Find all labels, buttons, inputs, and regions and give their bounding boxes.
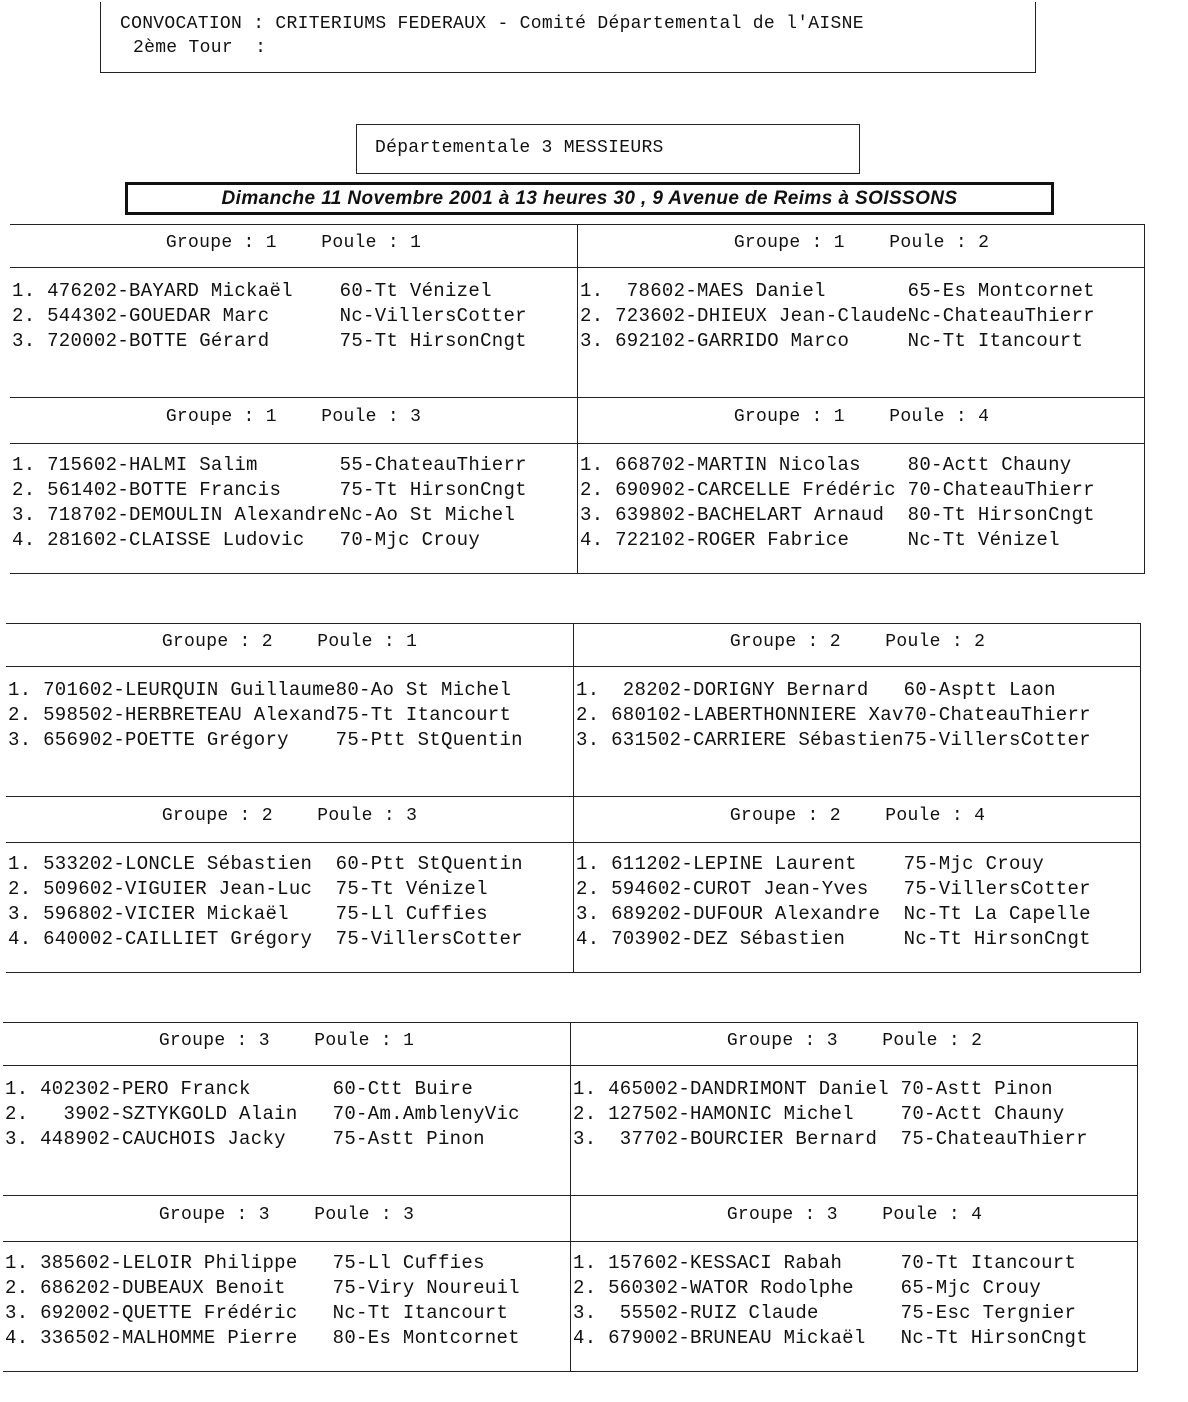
player-row: 2. 680102-LABERTHONNIERE Xav70-ChateauThierr xyxy=(576,704,1091,726)
poule-section xyxy=(574,624,1141,796)
player-list xyxy=(5,1077,520,1152)
player-row: 1. 533202-LONCLE Sébastien 60-Ptt StQuentin xyxy=(8,853,523,875)
convocation-header-box xyxy=(100,2,1036,73)
player-row: 2. 561402-BOTTE Francis 75-Tt HirsonCngt xyxy=(12,479,527,501)
poule-title: Groupe : 1 Poule : 3 xyxy=(165,407,422,427)
player-list xyxy=(580,453,1095,553)
poule-title: Groupe : 1 Poule : 4 xyxy=(733,407,990,427)
poule-title: Groupe : 2 Poule : 2 xyxy=(729,632,986,652)
rule-line xyxy=(6,796,1141,797)
player-row: 4. 336502-MALHOMME Pierre 80-Es Montcornet xyxy=(5,1327,520,1349)
player-row: 1. 611202-LEPINE Laurent 75-Mjc Crouy xyxy=(576,853,1045,875)
poule-section xyxy=(3,1197,570,1369)
player-row: 3. 448902-CAUCHOIS Jacky 75-Astt Pinon xyxy=(5,1128,485,1150)
poule-section xyxy=(6,798,573,970)
player-row: 4. 722102-ROGER Fabrice Nc-Tt Vénizel xyxy=(580,529,1060,551)
player-row: 2. 690902-CARCELLE Frédéric 70-ChateauThierr xyxy=(580,479,1095,501)
player-row: 4. 281602-CLAISSE Ludovic 70-Mjc Crouy xyxy=(12,529,481,551)
poule-title: Groupe : 2 Poule : 3 xyxy=(161,806,418,826)
poule-section xyxy=(10,225,577,397)
player-list xyxy=(580,279,1095,354)
player-row: 3. 692102-GARRIDO Marco Nc-Tt Itancourt xyxy=(580,330,1084,352)
poule-section xyxy=(571,1197,1138,1369)
poule-title: Groupe : 1 Poule : 1 xyxy=(165,233,422,253)
player-row: 3. 656902-POETTE Grégory 75-Ptt StQuentin xyxy=(8,729,523,751)
player-row: 2. 544302-GOUEDAR Marc Nc-VillersCotter xyxy=(12,305,527,327)
player-list xyxy=(12,279,527,354)
player-list xyxy=(8,678,523,753)
poule-section xyxy=(3,1023,570,1195)
player-row: 3. 689202-DUFOUR Alexandre Nc-Tt La Capelle xyxy=(576,903,1091,925)
player-row: 3. 718702-DEMOULIN AlexandreNc-Ao St Michel xyxy=(12,504,516,526)
player-row: 2. 686202-DUBEAUX Benoit 75-Viry Noureuil xyxy=(5,1277,520,1299)
player-row: 3. 596802-VICIER Mickaël 75-Ll Cuffies xyxy=(8,903,488,925)
poule-title: Groupe : 3 Poule : 4 xyxy=(726,1205,983,1225)
player-row: 4. 703902-DEZ Sébastien Nc-Tt HirsonCngt xyxy=(576,928,1091,950)
poule-title: Groupe : 1 Poule : 2 xyxy=(733,233,990,253)
player-row: 3. 692002-QUETTE Frédéric Nc-Tt Itancourt xyxy=(5,1302,509,1324)
player-row: 3. 639802-BACHELART Arnaud 80-Tt HirsonCngt xyxy=(580,504,1095,526)
player-list xyxy=(573,1077,1088,1152)
player-row: 1. 668702-MARTIN Nicolas 80-Actt Chauny xyxy=(580,454,1072,476)
category-box xyxy=(356,124,860,174)
player-row: 2. 723602-DHIEUX Jean-ClaudeNc-ChateauThierr xyxy=(580,305,1095,327)
date-location-text: Dimanche 11 Novembre 2001 à 13 heures 30 , 9 Avenue de Reims à SOISSONS xyxy=(221,187,958,209)
player-row: 3. 55502-RUIZ Claude 75-Esc Tergnier xyxy=(573,1302,1077,1324)
player-list xyxy=(12,453,527,553)
rule-line xyxy=(3,1195,1138,1196)
player-list xyxy=(8,852,523,952)
player-row: 2. 598502-HERBRETEAU Alexand75-Tt Itancourt xyxy=(8,704,512,726)
player-row: 2. 3902-SZTYKGOLD Alain 70-Am.AmblenyVic xyxy=(5,1103,520,1125)
player-row: 1. 385602-LELOIR Philippe 75-Ll Cuffies xyxy=(5,1252,485,1274)
player-row: 1. 78602-MAES Daniel 65-Es Montcornet xyxy=(580,280,1095,302)
category-label: Départementale 3 MESSIEURS xyxy=(375,138,664,158)
group-block xyxy=(10,224,1145,574)
player-row: 2. 594602-CUROT Jean-Yves 75-VillersCotter xyxy=(576,878,1091,900)
player-row: 1. 701602-LEURQUIN Guillaume80-Ao St Michel xyxy=(8,679,512,701)
group-block xyxy=(3,1022,1138,1372)
poule-section xyxy=(10,399,577,571)
player-row: 4. 640002-CAILLIET Grégory 75-VillersCotter xyxy=(8,928,523,950)
poule-section xyxy=(571,1023,1138,1195)
player-row: 4. 679002-BRUNEAU Mickaël Nc-Tt HirsonCngt xyxy=(573,1327,1088,1349)
player-row: 1. 476202-BAYARD Mickaël 60-Tt Vénizel xyxy=(12,280,492,302)
poule-section xyxy=(578,225,1145,397)
poule-title: Groupe : 3 Poule : 3 xyxy=(158,1205,415,1225)
player-row: 2. 127502-HAMONIC Michel 70-Actt Chauny xyxy=(573,1103,1065,1125)
poule-title: Groupe : 3 Poule : 1 xyxy=(158,1031,415,1051)
player-list xyxy=(573,1251,1088,1351)
poule-section xyxy=(578,399,1145,571)
player-row: 3. 631502-CARRIERE Sébastien75-VillersCotter xyxy=(576,729,1091,751)
player-row: 3. 720002-BOTTE Gérard 75-Tt HirsonCngt xyxy=(12,330,527,352)
round-label: 2ème Tour : xyxy=(133,38,267,58)
player-row: 1. 28202-DORIGNY Bernard 60-Asptt Laon xyxy=(576,679,1056,701)
convocation-title: CONVOCATION : CRITERIUMS FEDERAUX - Comité Départemental de l'AISNE xyxy=(120,14,864,34)
player-row: 2. 560302-WATOR Rodolphe 65-Mjc Crouy xyxy=(573,1277,1042,1299)
player-row: 1. 715602-HALMI Salim 55-ChateauThierr xyxy=(12,454,527,476)
player-list xyxy=(576,678,1091,753)
date-location-banner xyxy=(125,182,1054,215)
player-list xyxy=(576,852,1091,952)
poule-title: Groupe : 2 Poule : 4 xyxy=(729,806,986,826)
group-block xyxy=(6,623,1141,973)
poule-title: Groupe : 3 Poule : 2 xyxy=(726,1031,983,1051)
poule-section xyxy=(6,624,573,796)
poule-section xyxy=(574,798,1141,970)
player-row: 1. 157602-KESSACI Rabah 70-Tt Itancourt xyxy=(573,1252,1077,1274)
rule-line xyxy=(10,397,1145,398)
player-row: 1. 402302-PERO Franck 60-Ctt Buire xyxy=(5,1078,474,1100)
poule-title: Groupe : 2 Poule : 1 xyxy=(161,632,418,652)
player-list xyxy=(5,1251,520,1351)
player-row: 2. 509602-VIGUIER Jean-Luc 75-Tt Vénizel xyxy=(8,878,488,900)
player-row: 3. 37702-BOURCIER Bernard 75-ChateauThierr xyxy=(573,1128,1088,1150)
player-row: 1. 465002-DANDRIMONT Daniel 70-Astt Pinon xyxy=(573,1078,1053,1100)
